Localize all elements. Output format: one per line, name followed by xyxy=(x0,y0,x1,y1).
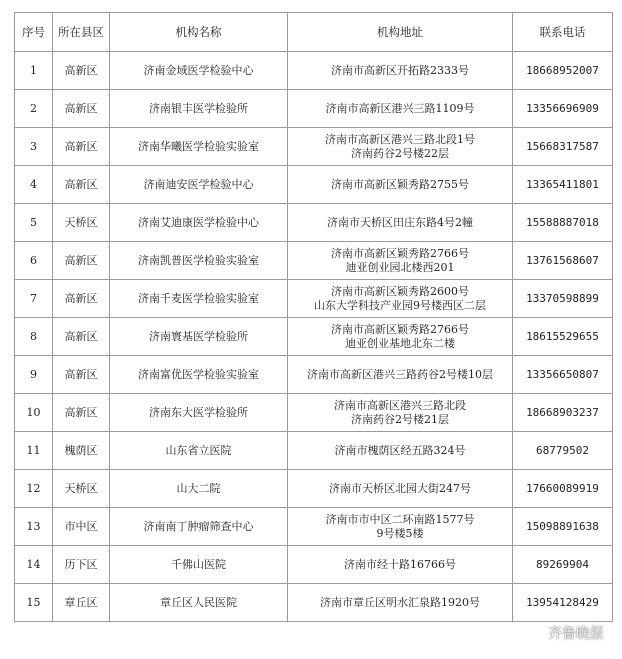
table-row xyxy=(15,204,613,242)
address-line: 济南市高新区开拓路2333号 xyxy=(331,63,469,77)
cell-address xyxy=(288,166,513,204)
cell-phone: 89269904 xyxy=(513,546,613,584)
cell-address xyxy=(288,508,513,546)
cell-address xyxy=(288,470,513,508)
header-name: 机构名称 xyxy=(110,13,288,52)
cell-district: 高新区 xyxy=(53,90,110,128)
cell-district: 槐荫区 xyxy=(53,432,110,470)
address-line: 济南市高新区颖秀路2755号 xyxy=(331,177,469,191)
cell-no: 13 xyxy=(15,508,53,546)
address-line: 迪亚创业园北楼西201 xyxy=(345,260,455,274)
cell-phone: 15588887018 xyxy=(513,204,613,242)
cell-no: 10 xyxy=(15,394,53,432)
address-line: 济南市槐荫区经五路324号 xyxy=(334,443,466,457)
table-row xyxy=(15,128,613,166)
cell-phone: 68779502 xyxy=(513,432,613,470)
address-line: 济南市高新区颖秀路2766号 xyxy=(331,246,469,260)
cell-address xyxy=(288,242,513,280)
cell-district: 历下区 xyxy=(53,546,110,584)
cell-address xyxy=(288,584,513,622)
watermark-text: 齐鲁晚报 xyxy=(548,625,604,642)
cell-name: 济南迪安医学检验中心 xyxy=(110,166,288,204)
cell-no: 1 xyxy=(15,52,53,90)
address-line: 济南市高新区港兴三路北段1号 xyxy=(325,132,475,146)
cell-no: 6 xyxy=(15,242,53,280)
address-line: 济南药谷2号楼22层 xyxy=(351,146,449,160)
cell-no: 3 xyxy=(15,128,53,166)
address-line: 济南市高新区颖秀路2600号 xyxy=(331,284,469,298)
cell-address xyxy=(288,432,513,470)
table-row xyxy=(15,318,613,356)
cell-address xyxy=(288,52,513,90)
table-row xyxy=(15,546,613,584)
cell-name: 山东省立医院 xyxy=(110,432,288,470)
cell-district: 高新区 xyxy=(53,128,110,166)
cell-name: 章丘区人民医院 xyxy=(110,584,288,622)
cell-name: 济南千麦医学检验实验室 xyxy=(110,280,288,318)
cell-no: 2 xyxy=(15,90,53,128)
table-row xyxy=(15,52,613,90)
table-row xyxy=(15,356,613,394)
address-line: 济南市天桥区北园大街247号 xyxy=(329,481,471,495)
cell-phone: 18668903237 xyxy=(513,394,613,432)
cell-phone: 13370598899 xyxy=(513,280,613,318)
header-phone: 联系电话 xyxy=(513,13,613,52)
header-district: 所在县区 xyxy=(53,13,110,52)
cell-district: 高新区 xyxy=(53,356,110,394)
cell-phone: 17660089919 xyxy=(513,470,613,508)
cell-phone: 13761568607 xyxy=(513,242,613,280)
cell-name: 济南富优医学检验实验室 xyxy=(110,356,288,394)
address-line: 济南市市中区二环南路1577号 xyxy=(325,512,475,526)
cell-district: 高新区 xyxy=(53,242,110,280)
cell-phone: 13954128429 xyxy=(513,584,613,622)
cell-district: 市中区 xyxy=(53,508,110,546)
table-row xyxy=(15,470,613,508)
cell-address xyxy=(288,356,513,394)
cell-phone: 13356696909 xyxy=(513,90,613,128)
cell-no: 12 xyxy=(15,470,53,508)
header-no: 序号 xyxy=(15,13,53,52)
cell-district: 章丘区 xyxy=(53,584,110,622)
cell-phone: 13356650807 xyxy=(513,356,613,394)
cell-phone: 15668317587 xyxy=(513,128,613,166)
table-row xyxy=(15,432,613,470)
table-row xyxy=(15,280,613,318)
cell-district: 天桥区 xyxy=(53,470,110,508)
cell-address xyxy=(288,90,513,128)
cell-district: 高新区 xyxy=(53,394,110,432)
cell-district: 高新区 xyxy=(53,318,110,356)
cell-no: 11 xyxy=(15,432,53,470)
cell-address xyxy=(288,128,513,166)
cell-name: 济南凯普医学检验实验室 xyxy=(110,242,288,280)
cell-name: 山大二院 xyxy=(110,470,288,508)
address-line: 济南市高新区港兴三路北段 xyxy=(334,398,466,412)
cell-name: 济南金域医学检验中心 xyxy=(110,52,288,90)
table-row xyxy=(15,394,613,432)
cell-name: 千佛山医院 xyxy=(110,546,288,584)
cell-no: 7 xyxy=(15,280,53,318)
cell-name: 济南东大医学检验所 xyxy=(110,394,288,432)
table-row xyxy=(15,166,613,204)
cell-no: 8 xyxy=(15,318,53,356)
cell-name: 济南银丰医学检验所 xyxy=(110,90,288,128)
cell-district: 天桥区 xyxy=(53,204,110,242)
address-line: 山东大学科技产业园9号楼西区二层 xyxy=(314,298,486,312)
cell-no: 4 xyxy=(15,166,53,204)
cell-district: 高新区 xyxy=(53,280,110,318)
cell-phone: 18668952007 xyxy=(513,52,613,90)
cell-no: 14 xyxy=(15,546,53,584)
address-line: 济南市天桥区田庄东路4号2幢 xyxy=(327,215,473,229)
wechat-icon xyxy=(524,622,544,643)
cell-name: 济南艾迪康医学检验中心 xyxy=(110,204,288,242)
cell-district: 高新区 xyxy=(53,52,110,90)
cell-no: 5 xyxy=(15,204,53,242)
cell-address xyxy=(288,204,513,242)
header-address: 机构地址 xyxy=(288,13,513,52)
cell-district: 高新区 xyxy=(53,166,110,204)
address-line: 济南市高新区港兴三路药谷2号楼10层 xyxy=(307,367,493,381)
address-line: 迪亚创业基地北东二楼 xyxy=(345,336,455,350)
watermark xyxy=(524,622,604,643)
cell-phone: 18615529655 xyxy=(513,318,613,356)
cell-address xyxy=(288,394,513,432)
institution-table xyxy=(14,12,613,622)
address-line: 济南市高新区颖秀路2766号 xyxy=(331,322,469,336)
table-row xyxy=(15,242,613,280)
cell-name: 济南华曦医学检验实验室 xyxy=(110,128,288,166)
cell-address xyxy=(288,318,513,356)
address-line: 济南市高新区港兴三路1109号 xyxy=(325,101,475,115)
table-row xyxy=(15,584,613,622)
cell-address xyxy=(288,280,513,318)
cell-no: 15 xyxy=(15,584,53,622)
table-header-row xyxy=(15,13,613,52)
cell-phone: 13365411801 xyxy=(513,166,613,204)
address-line: 济南药谷2号楼21层 xyxy=(351,412,449,426)
address-line: 9号楼5楼 xyxy=(376,526,424,540)
cell-no: 9 xyxy=(15,356,53,394)
cell-name: 济南寰基医学检验所 xyxy=(110,318,288,356)
cell-phone: 15098891638 xyxy=(513,508,613,546)
table-row xyxy=(15,508,613,546)
table-row xyxy=(15,90,613,128)
cell-address xyxy=(288,546,513,584)
cell-name: 济南南丁肿瘤筛查中心 xyxy=(110,508,288,546)
address-line: 济南市章丘区明水汇泉路1920号 xyxy=(320,595,480,609)
address-line: 济南市经十路16766号 xyxy=(344,557,456,571)
